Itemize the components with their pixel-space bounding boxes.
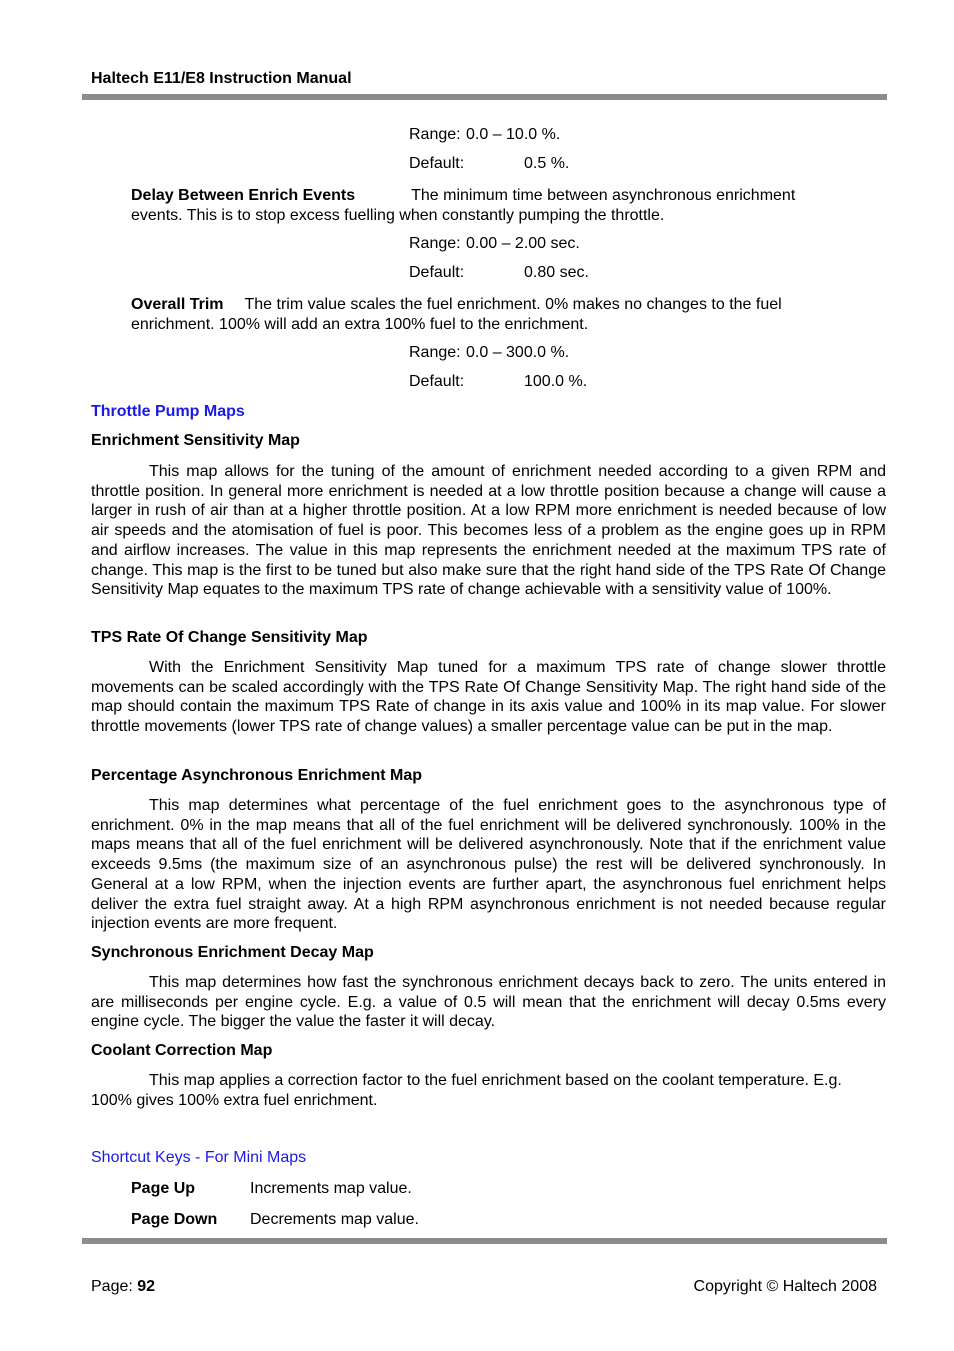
subsection-title: Coolant Correction Map — [91, 1042, 273, 1059]
copyright-notice: Copyright © Haltech 2008 — [693, 1278, 877, 1295]
shortcut-key-name: Page Up — [131, 1180, 196, 1197]
param-overall-trim — [131, 295, 851, 334]
range-label: Range: — [409, 126, 461, 143]
param-name: Overall Trim — [131, 296, 224, 313]
page-label: Page: — [91, 1278, 138, 1295]
shortcut-key-name: Page Down — [131, 1211, 218, 1228]
default-value: 0.5 %. — [524, 155, 570, 172]
subsection-title: Percentage Asynchronous Enrichment Map — [91, 767, 423, 784]
range-value: 0.0 – 300.0 %. — [466, 344, 570, 361]
range-value: 0.0 – 10.0 %. — [466, 126, 561, 143]
default-value: 0.80 sec. — [524, 264, 589, 281]
shortcut-key-description: Decrements map value. — [250, 1211, 419, 1228]
subsection-body: This map determines how fast the synchronous enrichment decays back to zero. The units entered in are milliseconds per engine cycle. E.g. a value of 0.5 will mean that the enrichment will decay 0.5ms every engine cycle. The bigger the value the faster it will decay. — [91, 974, 886, 1031]
section-title-throttle-pump-maps[interactable]: Throttle Pump Maps — [91, 403, 245, 420]
default-label: Default: — [409, 264, 465, 281]
subsection-body: This map allows for the tuning of the amount of enrichment needed according to a given RPM and throttle position. In general more enrichment is needed at a low throttle position because a change will cause a larger in rush of air than at a higher throttle position. At a low RPM more enrichment is needed because of low air speeds and the atomisation of fuel is poor. This becomes less of a problem as the engine goes up in RPM and airflow increases. The value in this map represents the enrichment needed at the maximum TPS rate of change. This map is the first to be tuned but also make sure that the right hand side of the TPS Rate Of Change Sensitivity Map equates to the maximum TPS rate of change achievable with a sensitivity value of 100%. — [91, 463, 886, 599]
subsection-title: Enrichment Sensitivity Map — [91, 432, 300, 449]
page-number-value: 92 — [137, 1278, 156, 1295]
param-name: Delay Between Enrich Events — [131, 187, 356, 204]
range-label: Range: — [409, 235, 461, 252]
subsection-title: Synchronous Enrichment Decay Map — [91, 944, 374, 961]
param-description: The trim value scales the fuel enrichment. 0% makes no changes to the fuel enrichment. 100% will add an extra 100% fuel to the enrichment. — [131, 296, 782, 333]
default-value: 100.0 %. — [524, 373, 588, 390]
param-description: The minimum time between asynchronous enrichment events. This is to stop excess fuelling when constantly pumping the throttle. — [131, 187, 796, 224]
shortcut-keys-title[interactable]: Shortcut Keys - For Mini Maps — [91, 1149, 307, 1166]
shortcut-key-description: Increments map value. — [250, 1180, 412, 1197]
range-value: 0.00 – 2.00 sec. — [466, 235, 580, 252]
document-header-title: Haltech E11/E8 Instruction Manual — [91, 70, 352, 87]
default-label: Default: — [409, 373, 465, 390]
page-number — [91, 1278, 155, 1296]
param-delay-between-enrich-events — [131, 186, 851, 225]
subsection-body: With the Enrichment Sensitivity Map tuned for a maximum TPS rate of change slower throttle movements can be scaled accordingly with the TPS Rate Of Change Sensitivity Map. The right hand side of the map should contain the maximum TPS Rate of change in its axis value and 100% in its map value. For slower throttle movements (lower TPS rate of change values) a smaller percentage value can be put in the map. — [91, 659, 886, 736]
subsection-title: TPS Rate Of Change Sensitivity Map — [91, 629, 368, 646]
range-label: Range: — [409, 344, 461, 361]
subsection-body: This map applies a correction factor to the fuel enrichment based on the coolant temperature. E.g. 100% gives 100% extra fuel enrichment. — [91, 1072, 842, 1109]
header-rule — [82, 94, 887, 100]
footer-rule — [82, 1238, 887, 1244]
default-label: Default: — [409, 155, 465, 172]
subsection-body: This map determines what percentage of the fuel enrichment goes to the asynchronous type of enrichment. 0% in the map means that all of the fuel enrichment will be delivered synchronously. 100% in the maps means that all of the fuel enrichment will be delivered asynchronously. Note that if the enrichment value exceeds 9.5ms (the maximum size of an asynchronous pulse) the rest will be delivered synchronously. In General at a low RPM, when the injection events are further apart, the asynchronous fuel enrichment helps deliver the extra fuel straight away. At a high RPM asynchronous enrichment is not needed because regular injection events are more frequent. — [91, 797, 886, 933]
